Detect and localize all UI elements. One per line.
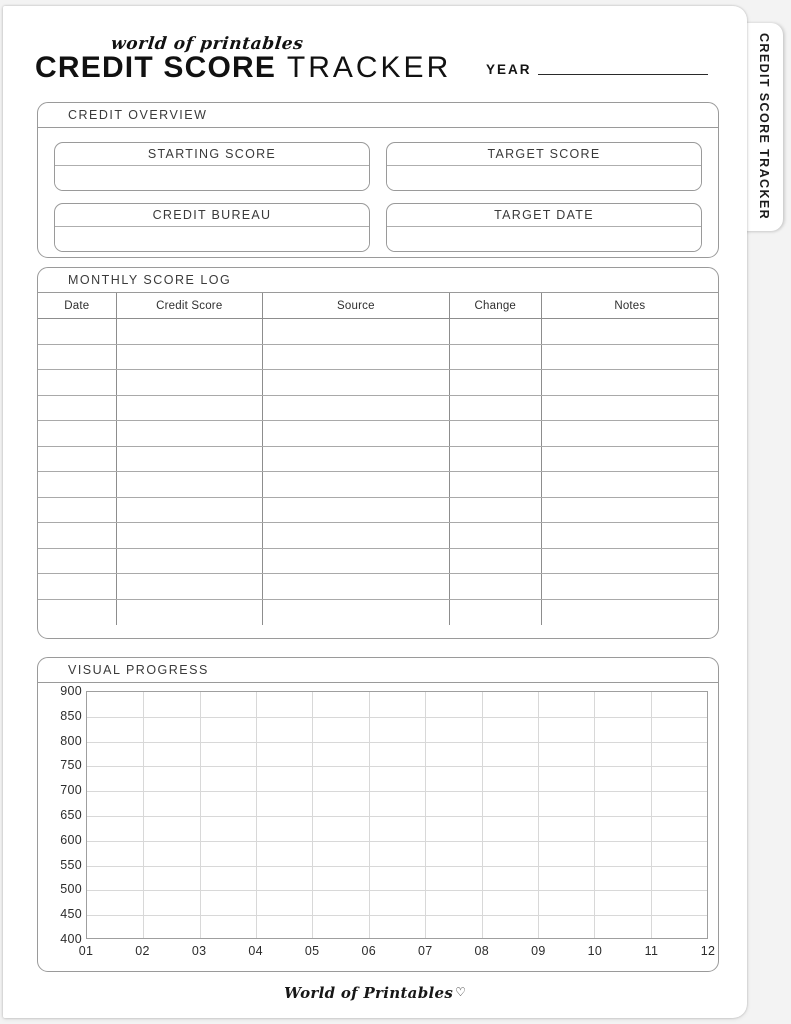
- table-cell[interactable]: [116, 599, 262, 625]
- table-cell[interactable]: [38, 472, 116, 498]
- table-cell[interactable]: [541, 344, 718, 370]
- x-axis-tick-label: 09: [531, 944, 546, 958]
- table-cell[interactable]: [449, 421, 541, 447]
- table-cell[interactable]: [116, 523, 262, 549]
- field-label: STARTING SCORE: [55, 143, 369, 166]
- horizontal-gridline: [87, 816, 707, 817]
- y-axis-tick-label: 750: [60, 758, 82, 773]
- y-axis-tick-label: 400: [60, 932, 82, 946]
- table-cell[interactable]: [38, 344, 116, 370]
- overview-field-credit-bureau[interactable]: [54, 203, 370, 252]
- heart-icon: ♡: [455, 985, 466, 999]
- table-row[interactable]: [38, 497, 718, 523]
- table-cell[interactable]: [541, 599, 718, 625]
- x-axis-tick-label: 04: [248, 944, 263, 958]
- x-axis-tick-label: 07: [418, 944, 433, 958]
- table-cell[interactable]: [38, 370, 116, 396]
- printable-sheet: [3, 6, 747, 1018]
- overview-field-starting-score[interactable]: [54, 142, 370, 191]
- score-log-table: [38, 293, 718, 625]
- table-row[interactable]: [38, 523, 718, 549]
- table-cell[interactable]: [262, 472, 449, 498]
- x-axis-tick-label: 01: [78, 944, 94, 958]
- table-cell[interactable]: [262, 523, 449, 549]
- year-field[interactable]: [486, 63, 708, 77]
- visual-progress-header: [38, 658, 718, 683]
- column-header-date: Date: [38, 293, 116, 319]
- table-cell[interactable]: [541, 446, 718, 472]
- brand-script-logo: world of printables: [109, 34, 305, 54]
- y-axis-tick-label: 900: [60, 684, 82, 698]
- table-row[interactable]: [38, 370, 718, 396]
- table-cell[interactable]: [38, 421, 116, 447]
- table-cell[interactable]: [116, 548, 262, 574]
- monthly-score-log-title: MONTHLY SCORE LOG: [68, 273, 232, 287]
- x-axis-tick-label: 08: [474, 944, 490, 958]
- x-axis-tick-label: 10: [587, 944, 603, 958]
- table-cell[interactable]: [449, 395, 541, 421]
- x-axis-tick-label: 05: [304, 944, 320, 958]
- table-cell[interactable]: [116, 446, 262, 472]
- table-row[interactable]: [38, 446, 718, 472]
- credit-overview-title: CREDIT OVERVIEW: [68, 108, 208, 122]
- horizontal-gridline: [87, 841, 707, 842]
- side-index-tab[interactable]: [745, 23, 783, 231]
- table-cell[interactable]: [116, 395, 262, 421]
- horizontal-gridline: [87, 915, 707, 916]
- table-cell[interactable]: [262, 548, 449, 574]
- horizontal-gridline: [87, 890, 707, 891]
- horizontal-gridline: [87, 766, 707, 767]
- x-axis-tick-label: 02: [135, 944, 150, 958]
- table-cell[interactable]: [38, 395, 116, 421]
- page-footer: [3, 984, 747, 1003]
- vertical-gridline: [482, 692, 483, 938]
- table-row[interactable]: [38, 472, 718, 498]
- table-row[interactable]: [38, 548, 718, 574]
- chart-inner: [46, 684, 716, 969]
- column-header-change: Change: [449, 293, 541, 319]
- credit-overview-panel: [37, 102, 719, 258]
- table-cell[interactable]: [38, 523, 116, 549]
- y-axis-tick-label: 850: [60, 708, 82, 723]
- table-cell[interactable]: [116, 319, 262, 345]
- table-cell[interactable]: [38, 574, 116, 600]
- table-cell[interactable]: [262, 446, 449, 472]
- credit-overview-fields: [38, 128, 718, 266]
- year-write-in-line[interactable]: [538, 74, 708, 75]
- x-axis-tick-label: 03: [191, 944, 207, 958]
- y-axis-tick-label: 500: [60, 882, 82, 897]
- field-write-in-area[interactable]: [387, 227, 701, 251]
- table-cell[interactable]: [541, 421, 718, 447]
- vertical-gridline: [369, 692, 370, 938]
- y-axis-tick-label: 600: [60, 832, 82, 847]
- table-cell[interactable]: [449, 523, 541, 549]
- table-cell[interactable]: [262, 421, 449, 447]
- table-cell[interactable]: [38, 446, 116, 472]
- y-axis-tick-label: 800: [60, 733, 82, 748]
- table-cell[interactable]: [449, 370, 541, 396]
- field-write-in-area[interactable]: [55, 166, 369, 190]
- table-cell[interactable]: [449, 472, 541, 498]
- vertical-gridline: [312, 692, 313, 938]
- table-cell[interactable]: [541, 548, 718, 574]
- vertical-gridline: [651, 692, 652, 938]
- monthly-score-log-panel: [37, 267, 719, 639]
- vertical-gridline: [594, 692, 595, 938]
- table-cell[interactable]: [38, 548, 116, 574]
- table-cell[interactable]: [541, 370, 718, 396]
- table-cell[interactable]: [541, 497, 718, 523]
- horizontal-gridline: [87, 717, 707, 718]
- side-tab-label: CREDIT SCORE TRACKER: [757, 33, 771, 221]
- table-cell[interactable]: [38, 319, 116, 345]
- table-cell[interactable]: [262, 344, 449, 370]
- x-axis-tick-label: 12: [700, 944, 716, 958]
- table-cell[interactable]: [449, 599, 541, 625]
- credit-overview-header: [38, 103, 718, 128]
- chart-x-axis: [78, 941, 716, 965]
- chart-y-axis: [46, 684, 86, 969]
- table-cell[interactable]: [262, 319, 449, 345]
- column-header-credit-score: Credit Score: [116, 293, 262, 319]
- table-cell[interactable]: [449, 574, 541, 600]
- table-header-row: [38, 293, 718, 319]
- y-axis-tick-label: 650: [60, 808, 82, 822]
- year-label: YEAR: [486, 62, 532, 77]
- table-row[interactable]: [38, 599, 718, 625]
- field-write-in-area[interactable]: [387, 166, 701, 190]
- page-title-light: TRACKER: [276, 51, 452, 84]
- table-cell[interactable]: [449, 548, 541, 574]
- score-log-table-head: [38, 293, 718, 319]
- page-header: [3, 6, 747, 98]
- table-cell[interactable]: [116, 497, 262, 523]
- table-cell[interactable]: [449, 344, 541, 370]
- y-axis-tick-label: 550: [60, 857, 82, 872]
- table-cell[interactable]: [541, 574, 718, 600]
- horizontal-gridline: [87, 866, 707, 867]
- table-cell[interactable]: [262, 370, 449, 396]
- column-header-notes: Notes: [541, 293, 718, 319]
- table-cell[interactable]: [38, 497, 116, 523]
- table-cell[interactable]: [262, 574, 449, 600]
- table-cell[interactable]: [116, 472, 262, 498]
- table-cell[interactable]: [116, 370, 262, 396]
- chart-plot-wrap: [78, 691, 716, 969]
- table-row[interactable]: [38, 395, 718, 421]
- table-cell[interactable]: [262, 497, 449, 523]
- horizontal-gridline: [87, 742, 707, 743]
- table-row[interactable]: [38, 574, 718, 600]
- table-cell[interactable]: [449, 446, 541, 472]
- page-title-bold: CREDIT SCORE: [35, 51, 277, 84]
- table-cell[interactable]: [449, 497, 541, 523]
- table-row[interactable]: [38, 319, 718, 345]
- vertical-gridline: [143, 692, 144, 938]
- table-cell[interactable]: [541, 319, 718, 345]
- table-cell[interactable]: [541, 523, 718, 549]
- monthly-score-log-header: [38, 268, 718, 293]
- field-label: TARGET SCORE: [387, 143, 701, 166]
- table-cell[interactable]: [38, 599, 116, 625]
- column-header-source: Source: [262, 293, 449, 319]
- footer-brand: World of Printables: [284, 984, 454, 1002]
- table-cell[interactable]: [449, 319, 541, 345]
- field-label: CREDIT BUREAU: [55, 204, 369, 227]
- vertical-gridline: [425, 692, 426, 938]
- horizontal-gridline: [87, 791, 707, 792]
- overview-field-target-score[interactable]: [386, 142, 702, 191]
- table-cell[interactable]: [541, 472, 718, 498]
- field-write-in-area[interactable]: [55, 227, 369, 251]
- overview-field-target-date[interactable]: [386, 203, 702, 252]
- table-cell[interactable]: [541, 395, 718, 421]
- progress-chart: [38, 683, 720, 969]
- x-axis-tick-label: 11: [644, 944, 659, 958]
- vertical-gridline: [538, 692, 539, 938]
- table-cell[interactable]: [116, 574, 262, 600]
- chart-plot-area[interactable]: [86, 691, 708, 939]
- vertical-gridline: [256, 692, 257, 938]
- table-cell[interactable]: [116, 421, 262, 447]
- table-cell[interactable]: [262, 599, 449, 625]
- y-axis-tick-label: 450: [60, 907, 82, 922]
- field-label: TARGET DATE: [387, 204, 701, 227]
- vertical-gridline: [200, 692, 201, 938]
- y-axis-tick-label: 700: [60, 783, 82, 798]
- table-row[interactable]: [38, 344, 718, 370]
- page-title: [35, 53, 451, 83]
- score-log-table-body: [38, 319, 718, 625]
- visual-progress-panel: [37, 657, 719, 972]
- x-axis-tick-label: 06: [361, 944, 376, 958]
- table-cell[interactable]: [116, 344, 262, 370]
- table-row[interactable]: [38, 421, 718, 447]
- table-cell[interactable]: [262, 395, 449, 421]
- visual-progress-title: VISUAL PROGRESS: [68, 663, 209, 677]
